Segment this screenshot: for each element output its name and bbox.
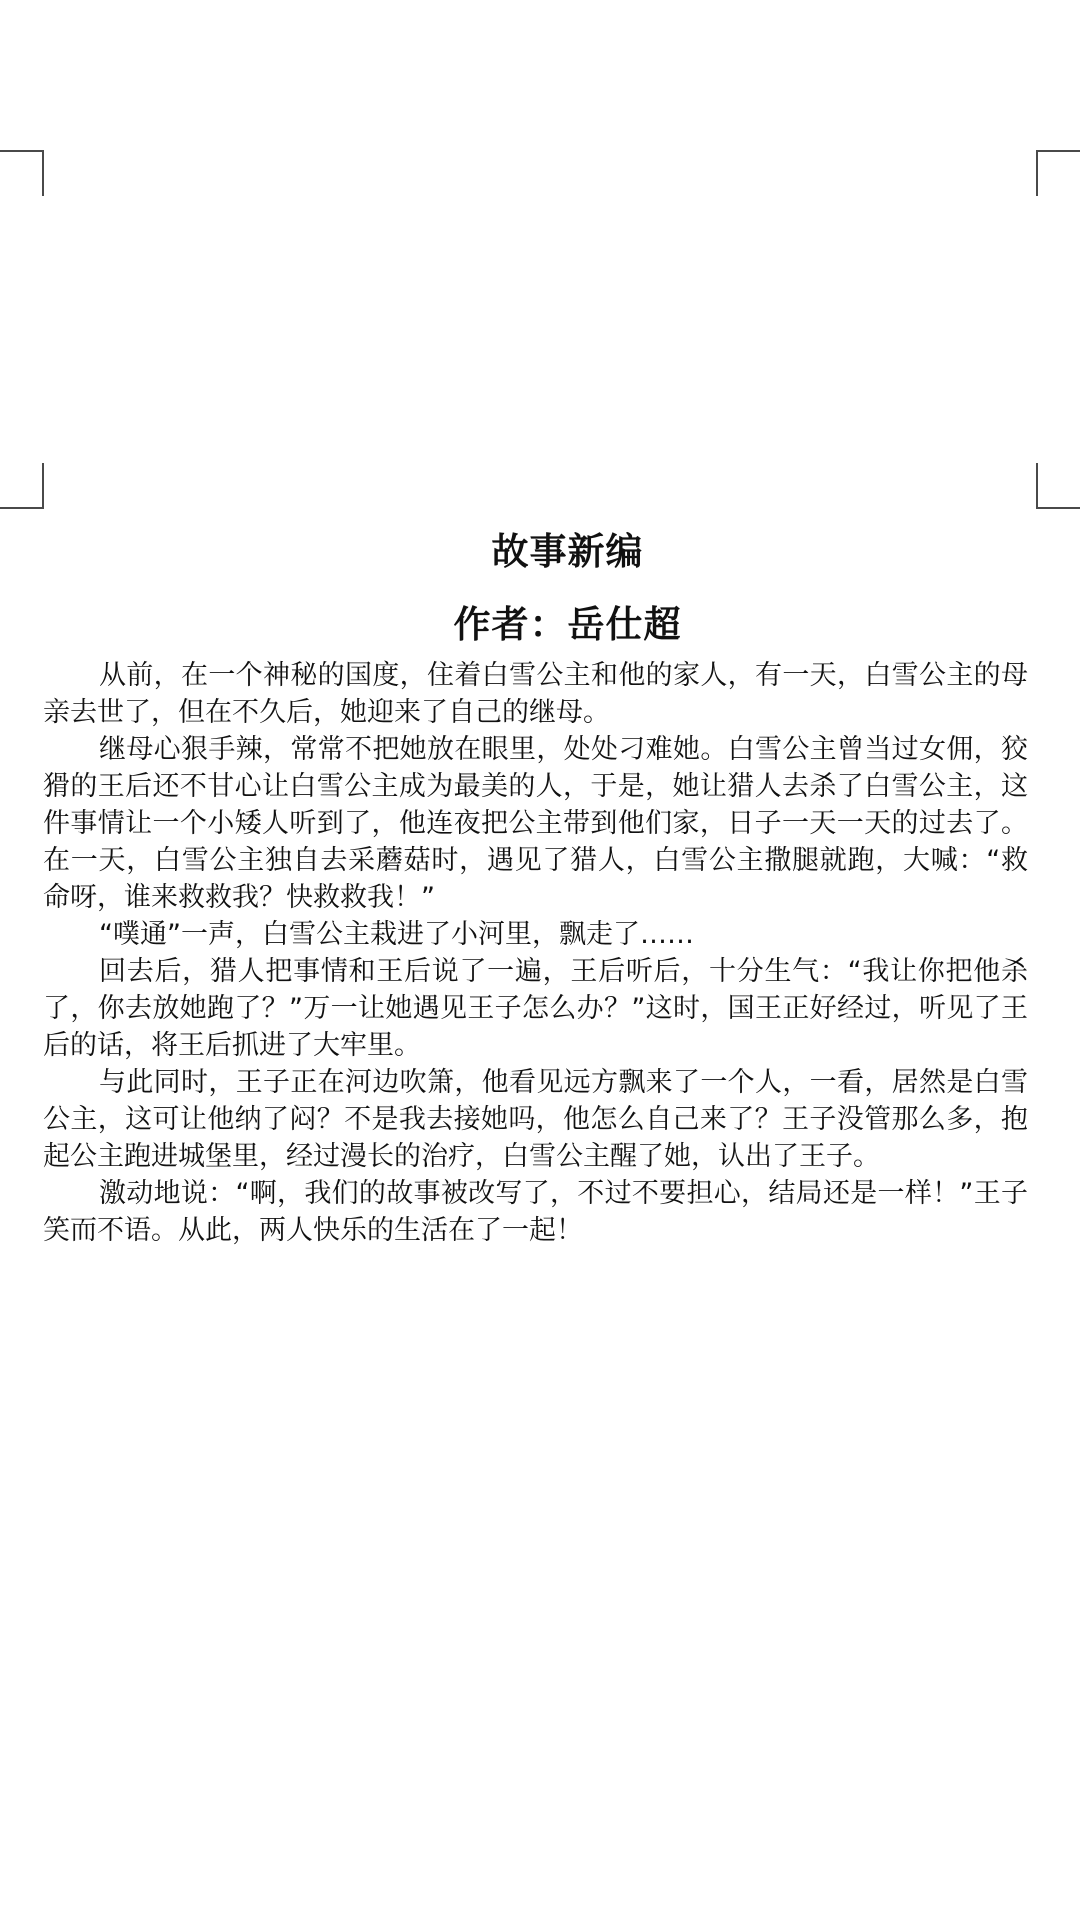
paragraph: “噗通”一声，白雪公主栽进了小河里，飘走了…… xyxy=(99,919,694,950)
crop-mark-top-left xyxy=(0,150,44,196)
paragraph: 激动地说：“啊，我们的故事被改写了，不过不要担心，结局还是一样！”王子笑而不语。从此，两人快乐的生活在了一起！ xyxy=(43,1178,1028,1246)
story-body xyxy=(43,657,1028,1249)
paragraph: 与此同时，王子正在河边吹箫，他看见远方飘来了一个人，一看，居然是白雪公主，这可让他纳了闷？不是我去接她吗，他怎么自己来了？王子没管那么多，抱起公主跑进城堡里，经过漫长的治疗，白雪公主醒了她，认出了王子。 xyxy=(43,1067,1028,1172)
document-title: 故事新编 xyxy=(491,530,644,573)
paragraph: 继母心狠手辣，常常不把她放在眼里，处处刁难她。白雪公主曾当过女佣，狡猾的王后还不甘心让白雪公主成为最美的人，于是，她让猎人去杀了白雪公主，这件事情让一个小矮人听到了，他连夜把公主带到他们家，日子一天一天的过去了。在一天，白雪公主独自去采蘑菇时，遇见了猎人，白雪公主撒腿就跑，大喊：“救命呀，谁来救救我？快救救我！” xyxy=(43,734,1028,913)
crop-mark-margin-left xyxy=(0,463,44,509)
crop-mark-margin-right xyxy=(1036,463,1080,509)
crop-mark-top-right xyxy=(1036,150,1080,196)
author-line: 作者：岳仕超 xyxy=(453,603,682,646)
paragraph: 回去后，猎人把事情和王后说了一遍，王后听后，十分生气：“我让你把他杀了，你去放她跑了？”万一让她遇见王子怎么办？”这时，国王正好经过，听见了王后的话，将王后抓进了大牢里。 xyxy=(43,956,1028,1061)
paragraph: 从前，在一个神秘的国度，住着白雪公主和他的家人，有一天，白雪公主的母亲去世了，但在不久后，她迎来了自己的继母。 xyxy=(43,660,1028,728)
